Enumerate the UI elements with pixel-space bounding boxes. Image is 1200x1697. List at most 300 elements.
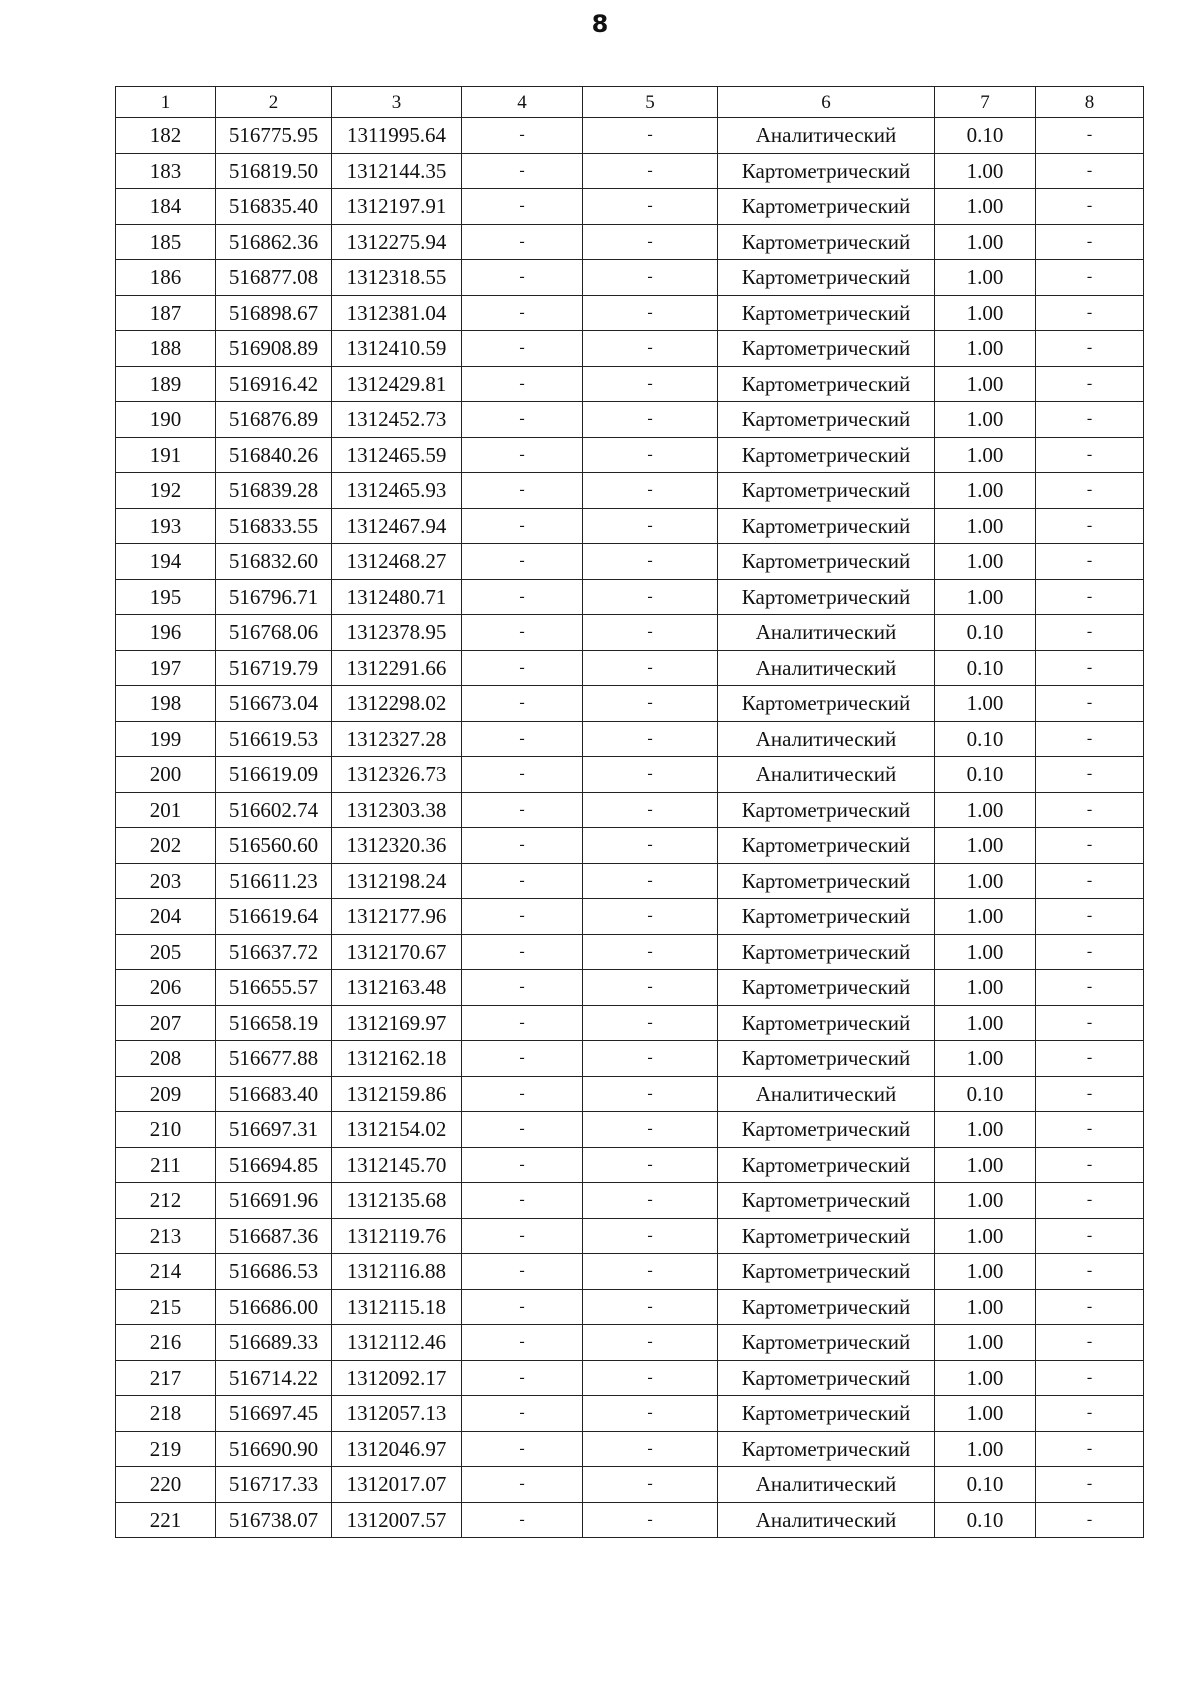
cell-col-8: - [1036,970,1144,1006]
cell-method: Картометрический [718,189,935,225]
table-row [116,899,1144,935]
cell-col-4: - [462,224,583,260]
cell-y-coordinate: 1312115.18 [332,1289,462,1325]
cell-point-number: 194 [116,544,216,580]
table-row [116,1112,1144,1148]
cell-col-8: - [1036,544,1144,580]
cell-col-5: - [583,615,718,651]
table-row [116,1289,1144,1325]
cell-x-coordinate: 516717.33 [216,1467,332,1503]
cell-y-coordinate: 1312162.18 [332,1041,462,1077]
cell-method: Картометрический [718,792,935,828]
cell-col-4: - [462,863,583,899]
cell-point-number: 190 [116,402,216,438]
cell-y-coordinate: 1312154.02 [332,1112,462,1148]
cell-point-number: 193 [116,508,216,544]
cell-point-number: 192 [116,473,216,509]
cell-col-5: - [583,366,718,402]
table-row [116,934,1144,970]
cell-accuracy: 1.00 [935,579,1036,615]
table-row [116,544,1144,580]
cell-accuracy: 1.00 [935,1183,1036,1219]
cell-col-8: - [1036,1041,1144,1077]
cell-accuracy: 0.10 [935,1502,1036,1538]
cell-x-coordinate: 516619.53 [216,721,332,757]
cell-method: Картометрический [718,1218,935,1254]
cell-y-coordinate: 1312170.67 [332,934,462,970]
cell-method: Аналитический [718,1502,935,1538]
cell-method: Картометрический [718,1360,935,1396]
cell-accuracy: 1.00 [935,1360,1036,1396]
cell-col-4: - [462,1289,583,1325]
cell-col-4: - [462,1467,583,1503]
cell-col-8: - [1036,863,1144,899]
cell-x-coordinate: 516697.45 [216,1396,332,1432]
column-header-6: 6 [718,87,935,118]
cell-point-number: 186 [116,260,216,296]
cell-col-5: - [583,473,718,509]
cell-col-4: - [462,1112,583,1148]
cell-col-5: - [583,544,718,580]
cell-col-8: - [1036,402,1144,438]
cell-col-5: - [583,792,718,828]
table-row [116,1467,1144,1503]
cell-col-4: - [462,1502,583,1538]
cell-point-number: 213 [116,1218,216,1254]
cell-x-coordinate: 516689.33 [216,1325,332,1361]
cell-point-number: 187 [116,295,216,331]
cell-x-coordinate: 516611.23 [216,863,332,899]
cell-y-coordinate: 1312327.28 [332,721,462,757]
cell-col-8: - [1036,224,1144,260]
table-row [116,437,1144,473]
table-row [116,473,1144,509]
cell-col-4: - [462,1041,583,1077]
cell-x-coordinate: 516694.85 [216,1147,332,1183]
cell-col-5: - [583,970,718,1006]
cell-col-5: - [583,1254,718,1290]
cell-col-4: - [462,295,583,331]
cell-col-8: - [1036,189,1144,225]
coordinates-table [115,86,1144,1538]
cell-point-number: 221 [116,1502,216,1538]
cell-col-5: - [583,1183,718,1219]
cell-point-number: 189 [116,366,216,402]
cell-method: Картометрический [718,508,935,544]
cell-point-number: 214 [116,1254,216,1290]
cell-y-coordinate: 1312007.57 [332,1502,462,1538]
cell-method: Картометрический [718,579,935,615]
cell-y-coordinate: 1312145.70 [332,1147,462,1183]
cell-accuracy: 1.00 [935,1325,1036,1361]
cell-point-number: 216 [116,1325,216,1361]
cell-x-coordinate: 516819.50 [216,153,332,189]
cell-y-coordinate: 1312452.73 [332,402,462,438]
cell-col-8: - [1036,1325,1144,1361]
cell-point-number: 209 [116,1076,216,1112]
cell-accuracy: 1.00 [935,1041,1036,1077]
cell-col-4: - [462,1360,583,1396]
cell-col-4: - [462,1005,583,1041]
table-row [116,118,1144,154]
cell-col-4: - [462,615,583,651]
table-row [116,1005,1144,1041]
cell-col-8: - [1036,721,1144,757]
cell-col-8: - [1036,473,1144,509]
cell-x-coordinate: 516697.31 [216,1112,332,1148]
cell-x-coordinate: 516655.57 [216,970,332,1006]
cell-point-number: 195 [116,579,216,615]
cell-x-coordinate: 516686.53 [216,1254,332,1290]
cell-accuracy: 1.00 [935,473,1036,509]
cell-col-4: - [462,1325,583,1361]
cell-col-4: - [462,1183,583,1219]
cell-x-coordinate: 516691.96 [216,1183,332,1219]
cell-x-coordinate: 516658.19 [216,1005,332,1041]
cell-col-8: - [1036,579,1144,615]
cell-col-5: - [583,579,718,615]
cell-y-coordinate: 1312144.35 [332,153,462,189]
cell-accuracy: 0.10 [935,721,1036,757]
cell-point-number: 191 [116,437,216,473]
cell-col-8: - [1036,1076,1144,1112]
cell-x-coordinate: 516719.79 [216,650,332,686]
cell-method: Аналитический [718,757,935,793]
cell-method: Картометрический [718,686,935,722]
cell-y-coordinate: 1312291.66 [332,650,462,686]
table-row [116,1041,1144,1077]
cell-point-number: 196 [116,615,216,651]
cell-method: Картометрический [718,1396,935,1432]
column-header-1: 1 [116,87,216,118]
cell-col-8: - [1036,153,1144,189]
cell-col-8: - [1036,1289,1144,1325]
cell-method: Картометрический [718,295,935,331]
cell-col-4: - [462,437,583,473]
cell-point-number: 205 [116,934,216,970]
cell-col-4: - [462,366,583,402]
table-row [116,579,1144,615]
cell-x-coordinate: 516602.74 [216,792,332,828]
cell-accuracy: 1.00 [935,1254,1036,1290]
table-row [116,260,1144,296]
cell-col-5: - [583,224,718,260]
cell-col-4: - [462,650,583,686]
cell-accuracy: 1.00 [935,1431,1036,1467]
cell-x-coordinate: 516877.08 [216,260,332,296]
cell-accuracy: 1.00 [935,189,1036,225]
cell-col-5: - [583,1467,718,1503]
cell-accuracy: 1.00 [935,153,1036,189]
cell-accuracy: 0.10 [935,1076,1036,1112]
cell-method: Картометрический [718,1005,935,1041]
cell-point-number: 198 [116,686,216,722]
cell-accuracy: 1.00 [935,1218,1036,1254]
cell-y-coordinate: 1312163.48 [332,970,462,1006]
cell-col-8: - [1036,686,1144,722]
cell-col-4: - [462,1076,583,1112]
table-row [116,1396,1144,1432]
cell-col-5: - [583,1360,718,1396]
cell-col-4: - [462,260,583,296]
cell-y-coordinate: 1312119.76 [332,1218,462,1254]
cell-method: Аналитический [718,721,935,757]
cell-y-coordinate: 1312198.24 [332,863,462,899]
cell-col-4: - [462,402,583,438]
cell-col-8: - [1036,1218,1144,1254]
cell-accuracy: 1.00 [935,1147,1036,1183]
cell-method: Картометрический [718,153,935,189]
table-row [116,792,1144,828]
cell-y-coordinate: 1312159.86 [332,1076,462,1112]
cell-col-5: - [583,757,718,793]
cell-col-4: - [462,579,583,615]
cell-accuracy: 1.00 [935,686,1036,722]
cell-accuracy: 0.10 [935,757,1036,793]
cell-accuracy: 1.00 [935,970,1036,1006]
cell-col-8: - [1036,1360,1144,1396]
cell-point-number: 207 [116,1005,216,1041]
cell-y-coordinate: 1312116.88 [332,1254,462,1290]
cell-point-number: 197 [116,650,216,686]
cell-method: Картометрический [718,1183,935,1219]
column-header-3: 3 [332,87,462,118]
column-header-4: 4 [462,87,583,118]
cell-method: Картометрический [718,1041,935,1077]
cell-x-coordinate: 516839.28 [216,473,332,509]
table-row [116,970,1144,1006]
table-row [116,686,1144,722]
cell-y-coordinate: 1312112.46 [332,1325,462,1361]
cell-point-number: 211 [116,1147,216,1183]
cell-y-coordinate: 1312177.96 [332,899,462,935]
cell-col-4: - [462,1218,583,1254]
cell-col-4: - [462,189,583,225]
cell-col-4: - [462,331,583,367]
cell-method: Картометрический [718,934,935,970]
cell-col-4: - [462,1431,583,1467]
cell-method: Картометрический [718,1112,935,1148]
table-row [116,721,1144,757]
column-header-7: 7 [935,87,1036,118]
cell-point-number: 220 [116,1467,216,1503]
cell-point-number: 185 [116,224,216,260]
cell-accuracy: 1.00 [935,402,1036,438]
cell-col-8: - [1036,1005,1144,1041]
cell-method: Картометрический [718,1325,935,1361]
cell-col-5: - [583,508,718,544]
cell-point-number: 184 [116,189,216,225]
cell-y-coordinate: 1312467.94 [332,508,462,544]
table-row [116,1218,1144,1254]
table-row [116,615,1144,651]
cell-y-coordinate: 1312318.55 [332,260,462,296]
table-row [116,1147,1144,1183]
cell-col-4: - [462,1396,583,1432]
cell-x-coordinate: 516775.95 [216,118,332,154]
cell-method: Картометрический [718,1431,935,1467]
cell-col-5: - [583,686,718,722]
cell-y-coordinate: 1311995.64 [332,118,462,154]
cell-col-5: - [583,1431,718,1467]
cell-col-4: - [462,544,583,580]
cell-y-coordinate: 1312326.73 [332,757,462,793]
cell-col-8: - [1036,615,1144,651]
cell-x-coordinate: 516862.36 [216,224,332,260]
cell-accuracy: 0.10 [935,650,1036,686]
cell-point-number: 212 [116,1183,216,1219]
cell-col-5: - [583,189,718,225]
cell-point-number: 219 [116,1431,216,1467]
cell-point-number: 203 [116,863,216,899]
table-row [116,224,1144,260]
cell-col-8: - [1036,650,1144,686]
cell-x-coordinate: 516916.42 [216,366,332,402]
table-row [116,331,1144,367]
cell-col-4: - [462,508,583,544]
cell-col-8: - [1036,934,1144,970]
table-row [116,757,1144,793]
cell-point-number: 217 [116,1360,216,1396]
cell-point-number: 210 [116,1112,216,1148]
cell-x-coordinate: 516683.40 [216,1076,332,1112]
cell-x-coordinate: 516908.89 [216,331,332,367]
cell-col-5: - [583,1005,718,1041]
cell-point-number: 204 [116,899,216,935]
cell-x-coordinate: 516687.36 [216,1218,332,1254]
cell-point-number: 206 [116,970,216,1006]
cell-col-8: - [1036,828,1144,864]
cell-x-coordinate: 516714.22 [216,1360,332,1396]
cell-method: Картометрический [718,224,935,260]
cell-col-8: - [1036,295,1144,331]
cell-y-coordinate: 1312410.59 [332,331,462,367]
cell-col-5: - [583,331,718,367]
cell-accuracy: 1.00 [935,544,1036,580]
cell-y-coordinate: 1312465.93 [332,473,462,509]
cell-point-number: 199 [116,721,216,757]
cell-col-4: - [462,792,583,828]
cell-col-4: - [462,934,583,970]
cell-accuracy: 1.00 [935,863,1036,899]
cell-x-coordinate: 516673.04 [216,686,332,722]
table-body [116,118,1144,1538]
cell-x-coordinate: 516835.40 [216,189,332,225]
table-row [116,1183,1144,1219]
cell-y-coordinate: 1312381.04 [332,295,462,331]
cell-col-4: - [462,1147,583,1183]
cell-point-number: 208 [116,1041,216,1077]
cell-col-8: - [1036,508,1144,544]
cell-method: Картометрический [718,1147,935,1183]
table-row [116,295,1144,331]
cell-accuracy: 1.00 [935,508,1036,544]
cell-col-4: - [462,828,583,864]
cell-col-8: - [1036,899,1144,935]
cell-method: Аналитический [718,118,935,154]
cell-y-coordinate: 1312429.81 [332,366,462,402]
cell-accuracy: 0.10 [935,1467,1036,1503]
cell-accuracy: 0.10 [935,615,1036,651]
cell-col-5: - [583,153,718,189]
table-row [116,863,1144,899]
cell-col-4: - [462,721,583,757]
cell-accuracy: 1.00 [935,1112,1036,1148]
cell-x-coordinate: 516619.64 [216,899,332,935]
cell-method: Картометрический [718,1289,935,1325]
table-row [116,650,1144,686]
cell-x-coordinate: 516686.00 [216,1289,332,1325]
cell-x-coordinate: 516876.89 [216,402,332,438]
cell-col-4: - [462,473,583,509]
table-row [116,402,1144,438]
cell-col-8: - [1036,260,1144,296]
cell-point-number: 218 [116,1396,216,1432]
cell-accuracy: 1.00 [935,331,1036,367]
cell-accuracy: 1.00 [935,1289,1036,1325]
cell-col-8: - [1036,1254,1144,1290]
cell-method: Аналитический [718,650,935,686]
cell-col-8: - [1036,1112,1144,1148]
cell-col-5: - [583,1147,718,1183]
cell-point-number: 215 [116,1289,216,1325]
cell-col-8: - [1036,1147,1144,1183]
column-header-8: 8 [1036,87,1144,118]
cell-col-8: - [1036,1502,1144,1538]
cell-y-coordinate: 1312480.71 [332,579,462,615]
cell-col-8: - [1036,1396,1144,1432]
cell-point-number: 202 [116,828,216,864]
cell-y-coordinate: 1312275.94 [332,224,462,260]
table-row [116,1502,1144,1538]
cell-col-4: - [462,757,583,793]
cell-col-8: - [1036,1183,1144,1219]
cell-y-coordinate: 1312092.17 [332,1360,462,1396]
cell-x-coordinate: 516768.06 [216,615,332,651]
cell-y-coordinate: 1312320.36 [332,828,462,864]
cell-col-8: - [1036,1431,1144,1467]
cell-x-coordinate: 516619.09 [216,757,332,793]
cell-col-8: - [1036,366,1144,402]
cell-col-5: - [583,295,718,331]
cell-col-5: - [583,1076,718,1112]
cell-col-4: - [462,1254,583,1290]
cell-col-5: - [583,118,718,154]
cell-point-number: 200 [116,757,216,793]
cell-col-8: - [1036,118,1144,154]
cell-col-5: - [583,1325,718,1361]
cell-method: Картометрический [718,1254,935,1290]
cell-method: Картометрический [718,863,935,899]
cell-y-coordinate: 1312046.97 [332,1431,462,1467]
cell-accuracy: 1.00 [935,366,1036,402]
cell-accuracy: 1.00 [935,224,1036,260]
cell-x-coordinate: 516833.55 [216,508,332,544]
cell-accuracy: 1.00 [935,1005,1036,1041]
cell-method: Картометрический [718,331,935,367]
cell-col-5: - [583,1041,718,1077]
cell-col-8: - [1036,331,1144,367]
cell-point-number: 188 [116,331,216,367]
cell-y-coordinate: 1312057.13 [332,1396,462,1432]
cell-col-4: - [462,153,583,189]
cell-method: Картометрический [718,544,935,580]
cell-col-5: - [583,1502,718,1538]
table-row [116,508,1144,544]
cell-point-number: 201 [116,792,216,828]
table-header-row [116,87,1144,118]
cell-accuracy: 1.00 [935,828,1036,864]
